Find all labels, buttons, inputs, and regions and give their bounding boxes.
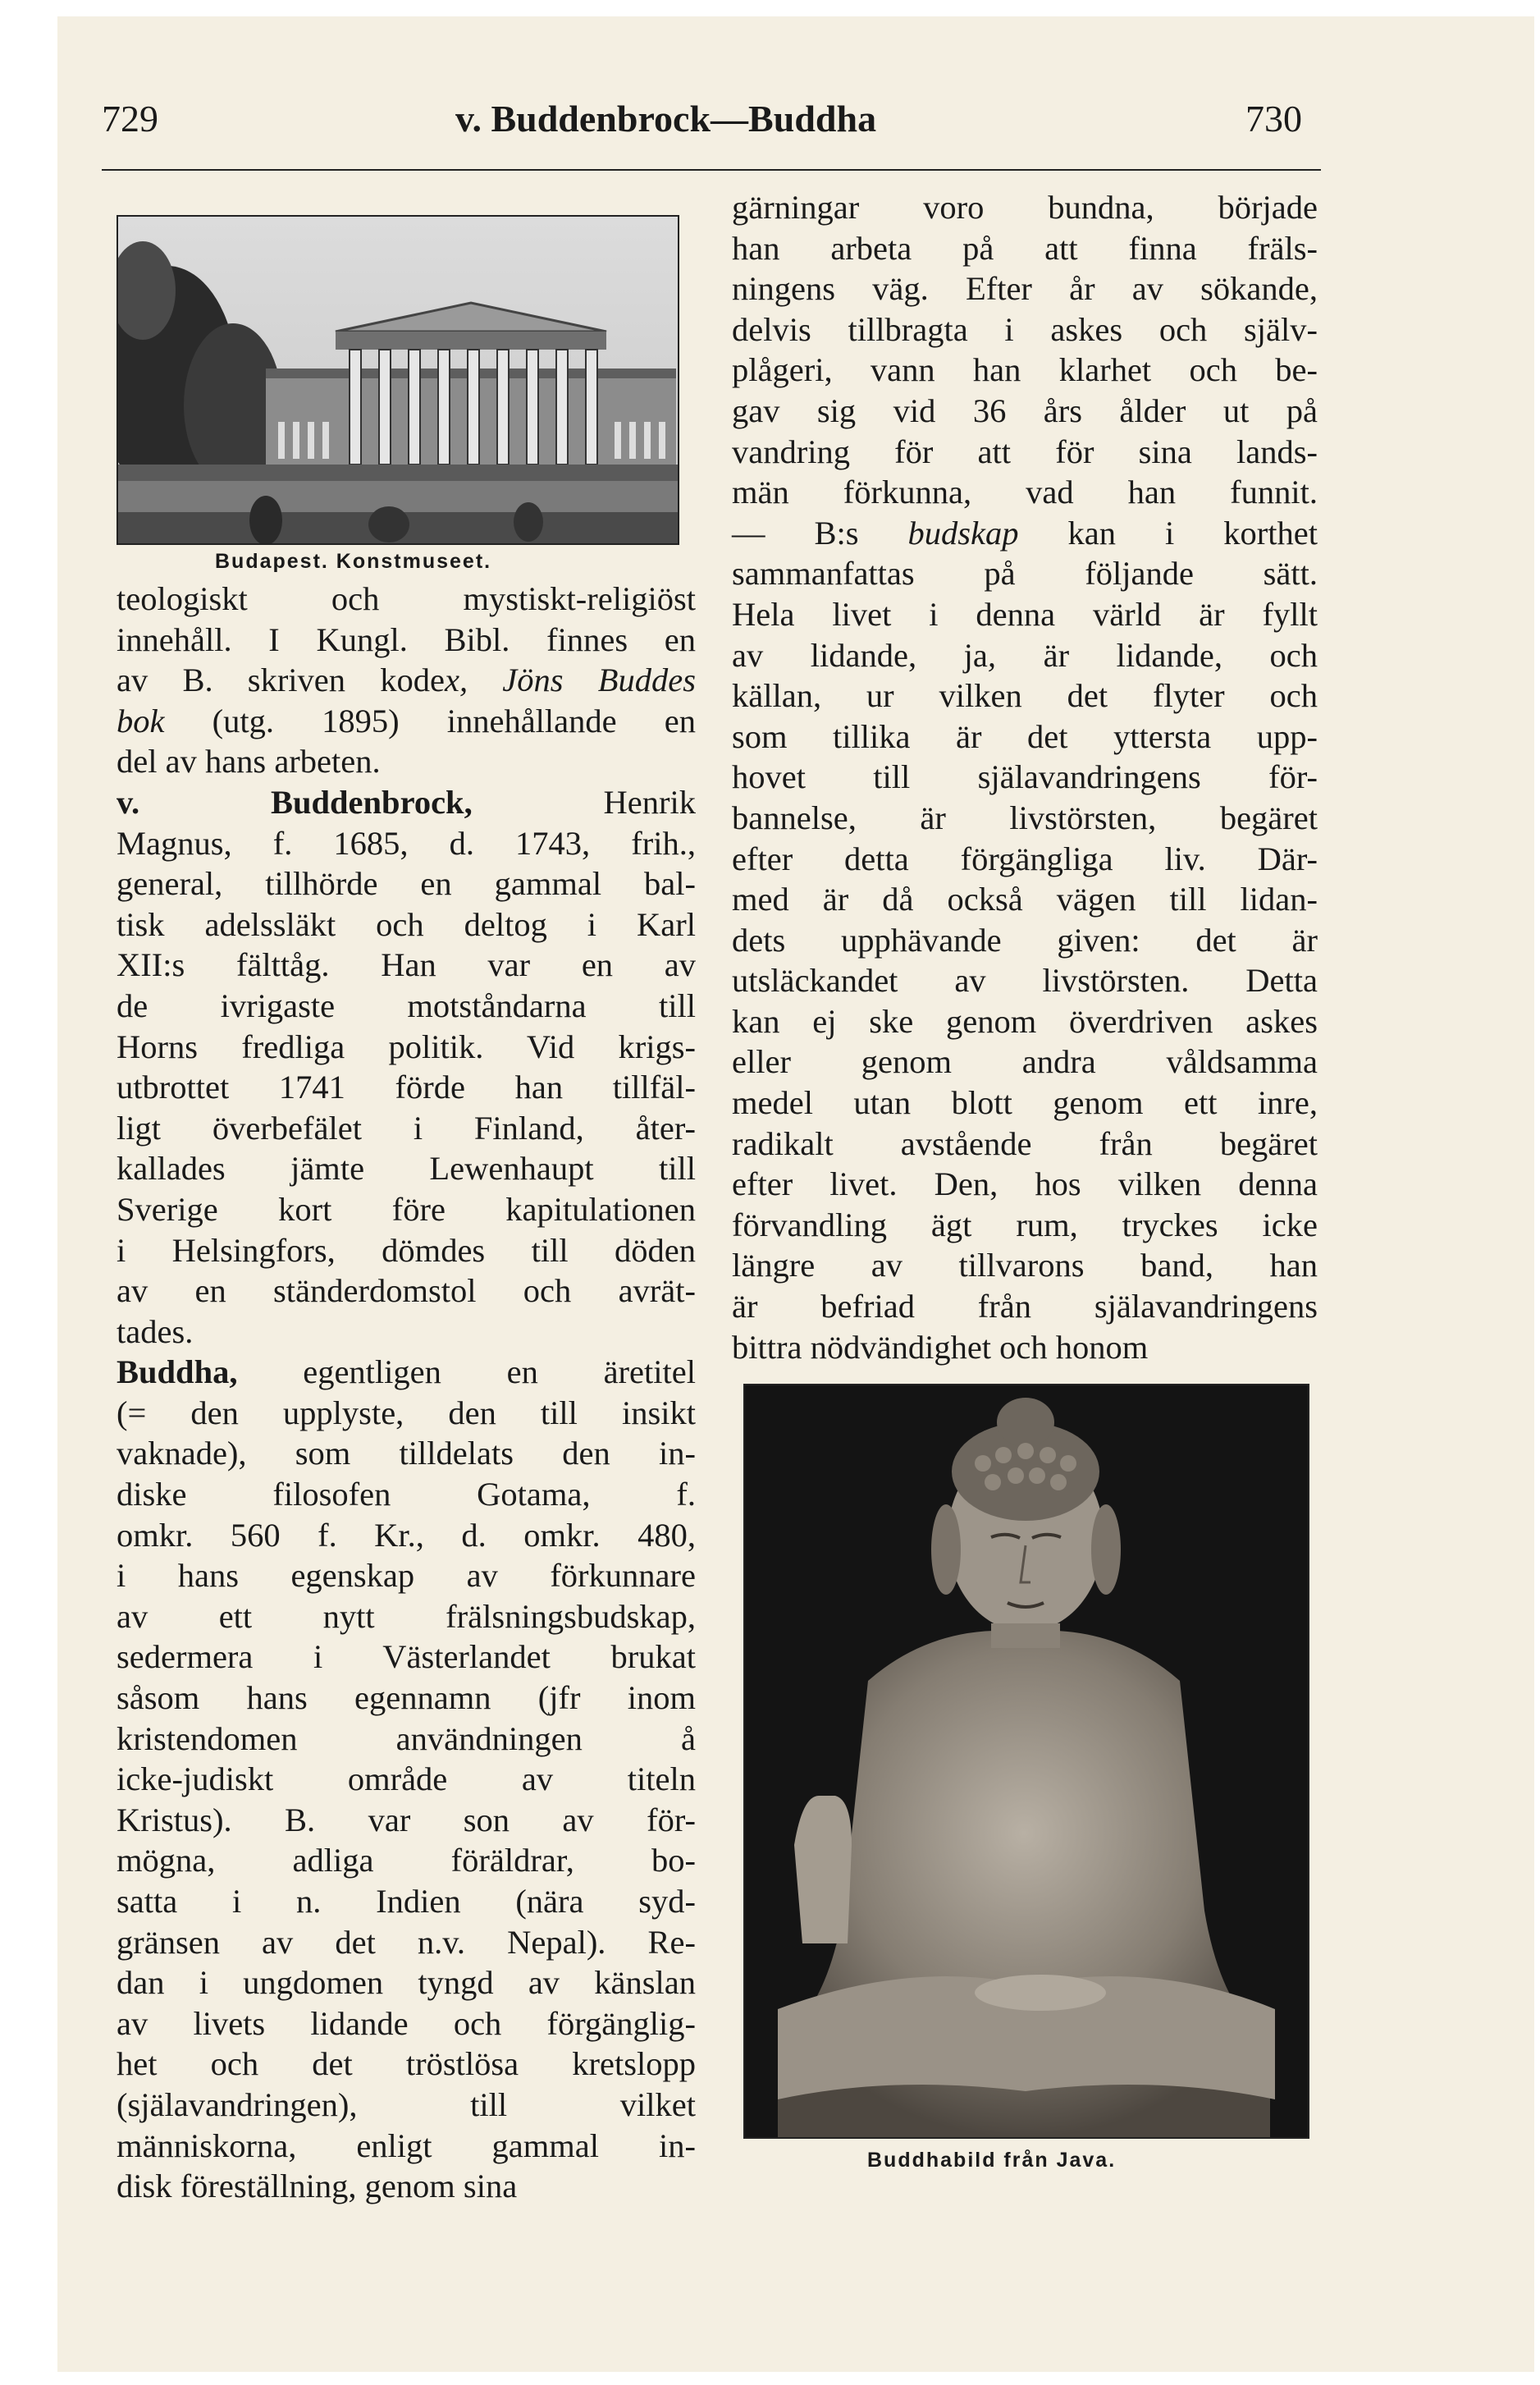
text-line: delvis tillbragta i askes och själv- [732, 310, 1318, 348]
text-line: som tillika är det yttersta upp- [732, 717, 1318, 755]
page-number-left: 729 [102, 98, 158, 140]
text-line: (= den upplyste, den till insikt [117, 1394, 696, 1431]
text-line: av B. skriven kodex, Jöns Buddes [117, 661, 696, 699]
text-line: bittra nödvändighet och honom [732, 1328, 1149, 1366]
text-line: bannelse, är livstörsten, begäret [732, 799, 1318, 836]
text-line: såsom hans egennamn (jfr inom [117, 1679, 696, 1717]
text-line: förvandling ägt rum, tryckes icke [732, 1206, 1318, 1243]
text-line: disk föreställning, genom sina [117, 2168, 518, 2205]
text-line: radikalt avstående från begäret [732, 1124, 1318, 1162]
text-line: — B:s budskap kan i korthet [732, 514, 1318, 552]
text-line: Horns fredliga politik. Vid krigs- [117, 1028, 696, 1065]
text-line: eller genom andra våldsamma [732, 1043, 1318, 1081]
text-line: gav sig vid 36 års ålder ut på [732, 391, 1318, 429]
text-line: del av hans arbeten. [117, 743, 381, 781]
text-line: i hans egenskap av förkunnare [117, 1557, 696, 1595]
text-line: gärningar voro bundna, började [732, 189, 1318, 226]
text-line: kan ej ske genom överdriven askes [732, 1002, 1318, 1040]
buddha-photo [743, 1384, 1309, 2139]
page-number-right: 730 [1245, 98, 1302, 140]
text-line: Sverige kort före kapitulationen [117, 1190, 696, 1228]
running-head: v. Buddenbrock—Buddha [455, 98, 877, 140]
text-line: dets upphävande given: det är [732, 921, 1318, 959]
text-line: Kristus). B. var son av för- [117, 1801, 696, 1838]
text-line: vaknade), som tilldelats den in- [117, 1435, 696, 1472]
text-line: längre av tillvarons band, han [732, 1247, 1318, 1284]
text-line: efter livet. Den, hos vilken denna [732, 1165, 1318, 1203]
text-line: Hela livet i denna värld är fyllt [732, 595, 1318, 633]
text-line: hovet till själavandringens för- [732, 758, 1318, 796]
text-line: icke-judiskt område av titeln [117, 1760, 696, 1798]
text-line: Buddha, egentligen en äretitel [117, 1353, 696, 1391]
text-line: diske filosofen Gotama, f. [117, 1476, 696, 1513]
text-line: vandring för att för sina lands- [732, 433, 1318, 470]
text-line: innehåll. I Kungl. Bibl. finnes en [117, 620, 696, 658]
text-line: satta i n. Indien (nära syd- [117, 1883, 696, 1920]
left-text-column [117, 579, 696, 2207]
text-line: i Helsingfors, dömdes till döden [117, 1231, 696, 1269]
text-line: plågeri, vann han klarhet och be- [732, 351, 1318, 389]
museum-photo-caption: Budapest. Konstmuseet. [215, 550, 492, 573]
right-text-column [732, 187, 1318, 1367]
text-line: med är då också vägen till lidan- [732, 881, 1318, 918]
text-line: utbrottet 1741 förde han tillfäl- [117, 1069, 696, 1106]
text-line: utsläckandet av livstörsten. Detta [732, 962, 1318, 1000]
text-line: efter detta förgängliga liv. Där- [732, 840, 1318, 877]
text-line: av en ständerdomstol och avrät- [117, 1272, 696, 1310]
text-line: av ett nytt frälsningsbudskap, [117, 1597, 696, 1635]
text-line: människorna, enligt gammal in- [117, 2126, 696, 2164]
text-line: XII:s fälttåg. Han var en av [117, 946, 696, 984]
text-line: är befriad från själavandringens [732, 1288, 1318, 1325]
text-line: general, tillhörde en gammal bal- [117, 865, 696, 903]
text-line: av lidande, ja, är lidande, och [732, 636, 1318, 674]
text-line: kallades jämte Lewenhaupt till [117, 1150, 696, 1188]
museum-photo [117, 215, 679, 545]
text-line: het och det tröstlösa kretslopp [117, 2045, 696, 2083]
text-line: tisk adelssläkt och deltog i Karl [117, 905, 696, 943]
text-line: medel utan blott genom ett inre, [732, 1084, 1318, 1122]
text-line: dan i ungdomen tyngd av känslan [117, 1964, 696, 2002]
text-line: teologiskt och mystiskt-religiöst [117, 580, 696, 617]
buddha-photo-caption: Buddhabild från Java. [867, 2149, 1117, 2172]
text-line: v. Buddenbrock, Henrik [117, 783, 696, 821]
text-line: ligt överbefälet i Finland, åter- [117, 1109, 696, 1147]
text-line: de ivrigaste motståndarna till [117, 987, 696, 1024]
header-rule [102, 169, 1321, 171]
text-line: bok (utg. 1895) innehållande en [117, 702, 696, 739]
text-line: omkr. 560 f. Kr., d. omkr. 480, [117, 1516, 696, 1554]
text-line: kristendomen användningen å [117, 1719, 696, 1757]
text-line: källan, ur vilken det flyter och [732, 677, 1318, 715]
text-line: tades. [117, 1312, 194, 1350]
text-line: gränsen av det n.v. Nepal). Re- [117, 1923, 696, 1961]
text-line: män förkunna, vad han funnit. [732, 474, 1318, 511]
text-line: sedermera i Västerlandet brukat [117, 1638, 696, 1676]
text-line: ningens väg. Efter år av sökande, [732, 270, 1318, 308]
text-line: mögna, adliga föräldrar, bo- [117, 1842, 696, 1879]
text-line: han arbeta på att finna fräls- [732, 229, 1318, 267]
text-line: (själavandringen), till vilket [117, 2085, 696, 2123]
text-line: av livets lidande och förgänglig- [117, 2004, 696, 2042]
text-line: Magnus, f. 1685, d. 1743, frih., [117, 824, 696, 862]
text-line: sammanfattas på följande sätt. [732, 555, 1318, 593]
